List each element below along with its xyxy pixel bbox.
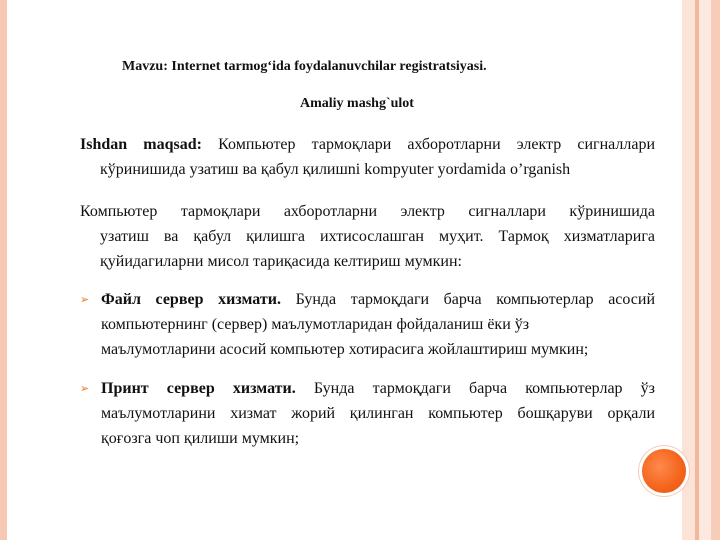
bullet-file-server (80, 287, 655, 362)
intro-line-3: қуйидагиларни мисол тариқасида келтириш мумкин: (100, 253, 462, 270)
intro-line-2: узатиш ва қабул қилишга ихтисослашган муҳит. Тармоқ хизматларига (100, 228, 655, 245)
goal-text-1: Компьютер тармоқлари ахборотларни электр сигналлари (218, 136, 656, 153)
goal-paragraph (80, 132, 655, 182)
bullet-line-2: компьютернинг (сервер) маълумотларидан фойдаланиш ёки ўз (101, 316, 530, 333)
bullet-line-1-text: Бунда тармоқдаги барча компьютерлар ўз (313, 380, 655, 397)
goal-line-2: кўринишида узатиш ва қабул қилишni kompyuter yordamida o’rganish (100, 161, 571, 178)
left-decorative-stripe (0, 0, 7, 540)
lesson-subtitle: Amaliy mashg`ulot (300, 96, 414, 111)
intro-paragraph (80, 199, 655, 274)
bullet-text (101, 376, 655, 451)
topic-title: Mavzu: Internet tarmog‘ida foydalanuvchilar registratsiyasi. (122, 59, 487, 74)
arrow-bullet-icon: ➢ (80, 382, 90, 395)
bullet-line-3: қоғозга чоп қилиши мумкин; (101, 430, 300, 447)
arrow-bullet-icon: ➢ (80, 293, 90, 306)
bullet-title: Файл сервер хизмати. (101, 291, 281, 308)
bullet-print-server (80, 376, 655, 451)
bullet-title: Принт сервер хизмати. (101, 380, 296, 397)
goal-label: Ishdan maqsad: (80, 136, 202, 153)
right-decorative-stripe-light (699, 0, 711, 540)
orange-circle-decoration (642, 449, 686, 493)
right-decorative-stripe-edge (711, 0, 720, 540)
intro-line-1: Компьютер тармоқлари ахборотларни электр сигналлари кўринишида (80, 203, 655, 220)
bullet-line-1 (101, 287, 655, 312)
right-decorative-stripe (682, 0, 695, 540)
bullet-line-1 (101, 376, 655, 401)
goal-line-1 (80, 132, 655, 157)
bullet-line-3: маълумотларини асосий компьютер хотирасига жойлаштириш мумкин; (101, 341, 589, 358)
bullet-line-1-text: Бунда тармоқдаги барча компьютерлар асосий (295, 291, 656, 308)
bullet-line-2: маълумотларини хизмат жорий қилинган компьютер бошқаруви орқали (101, 405, 655, 422)
bullet-text (101, 287, 655, 362)
